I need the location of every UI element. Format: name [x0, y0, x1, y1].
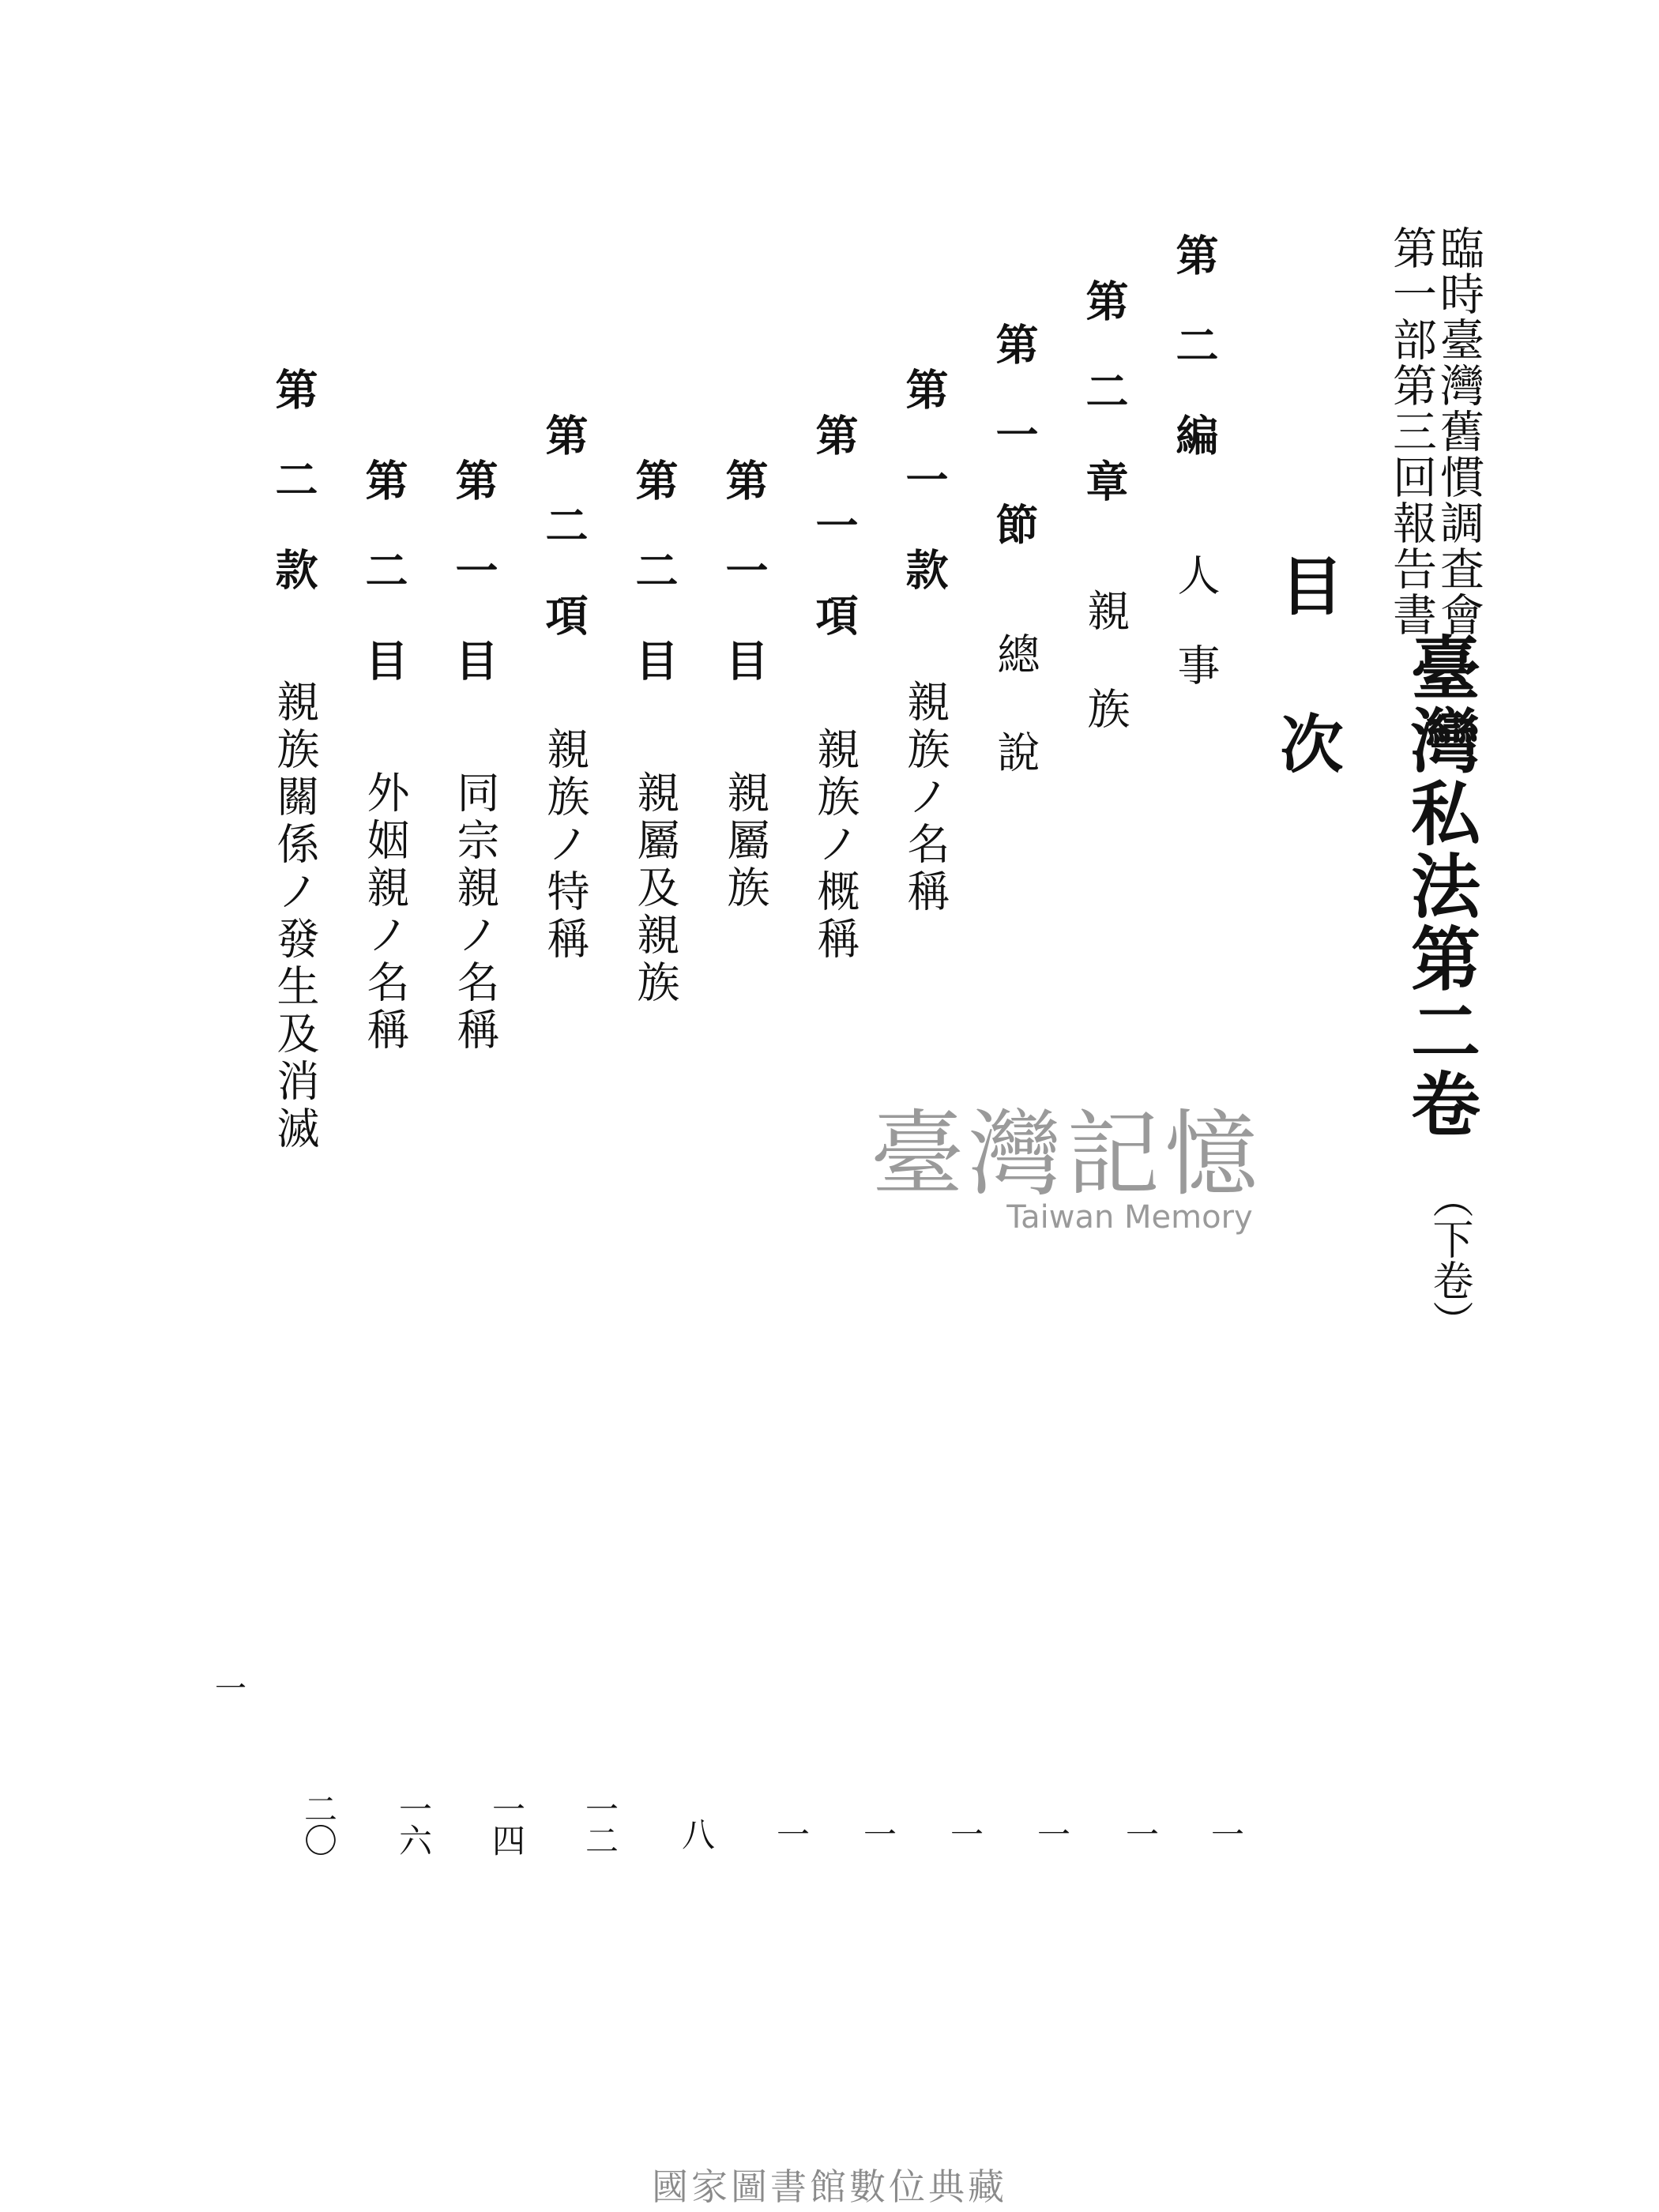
toc-page: 一 — [859, 1817, 897, 1849]
library-footer: 國家圖書館數位典藏 — [652, 2165, 1007, 2208]
toc-page: 一六 — [394, 1792, 433, 1855]
toc-title: 親族 — [1081, 589, 1130, 784]
toc-title: 外姻親ノ名稱 — [360, 770, 410, 1055]
toc-page: 二〇 — [299, 1792, 338, 1855]
toc-page: 一 — [1121, 1817, 1160, 1849]
toc-label: 第二編 — [1169, 233, 1219, 503]
toc-title: 親族關係ノ發生及消滅 — [270, 679, 320, 1153]
watermark — [830, 1100, 1304, 1236]
toc-page: 一 — [946, 1817, 984, 1849]
watermark-chinese: 臺灣記憶 — [870, 1100, 1262, 1209]
toc-title: 人事 — [1171, 553, 1221, 733]
toc-title: 親屬及親族 — [630, 770, 680, 1007]
toc-page: 八 — [677, 1817, 716, 1849]
toc-title: 同宗親ノ名稱 — [450, 770, 500, 1055]
toc-title: 親族ノ概稱 — [811, 727, 860, 964]
toc-label: 第二款 — [269, 367, 318, 638]
toc-page: 一二 — [581, 1792, 619, 1855]
toc-label: 第一目 — [449, 458, 498, 728]
volume-note: （下卷） — [1425, 1177, 1473, 1341]
toc-title: 總說 — [991, 632, 1040, 828]
toc-label: 第二項 — [539, 413, 589, 683]
toc-page: 一 — [1033, 1817, 1071, 1849]
contents-heading: 目次 — [1270, 553, 1344, 869]
toc-label: 第二章 — [1079, 279, 1129, 549]
watermark-english: Taiwan Memory — [1006, 1198, 1253, 1236]
toc-page: 一四 — [487, 1792, 526, 1855]
toc-page: 一 — [772, 1817, 811, 1849]
toc-label: 第一項 — [809, 413, 859, 683]
folio-number: 一 — [215, 1671, 246, 1707]
series-line-1: 臨時臺灣舊慣調査會 — [1433, 225, 1484, 638]
toc-label: 第一目 — [719, 458, 769, 728]
toc-page: 一 — [1206, 1817, 1245, 1849]
toc-label: 第二目 — [629, 458, 679, 728]
toc-label: 第一節 — [989, 322, 1039, 592]
toc-label: 第一款 — [899, 367, 949, 638]
toc-title: 親屬族 — [720, 770, 770, 912]
book-title: 臺灣私法第二卷 — [1400, 632, 1482, 1141]
series-line-2: 第一部第三回報告書 — [1386, 225, 1437, 638]
toc-label: 第二目 — [359, 458, 408, 728]
toc-title: 親族ノ名稱 — [901, 679, 950, 916]
toc-title: 親族ノ特稱 — [540, 727, 590, 964]
